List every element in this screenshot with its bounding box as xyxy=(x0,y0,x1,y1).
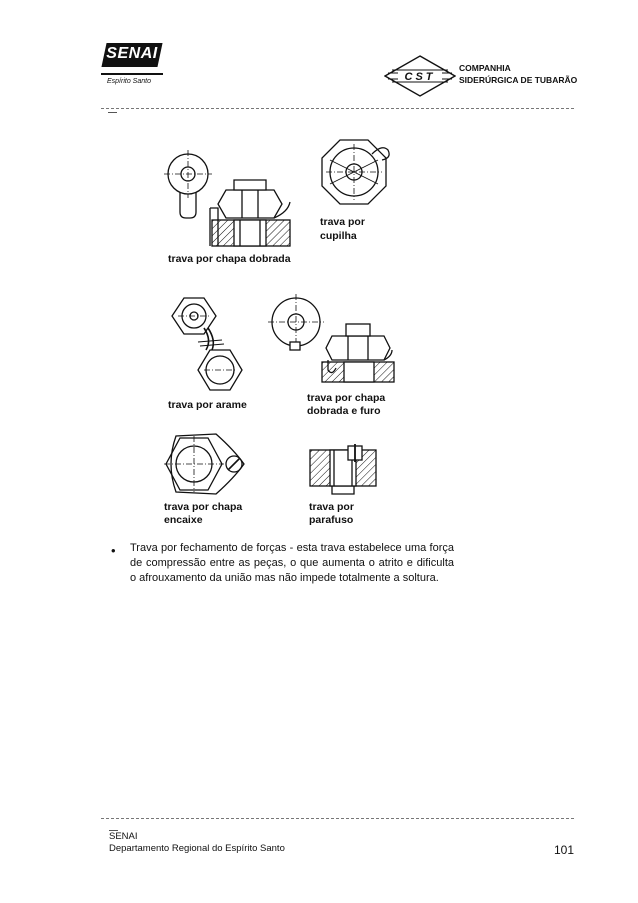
senai-logo xyxy=(104,43,160,67)
caption-cupilha-line-1: trava por xyxy=(320,216,365,228)
cst-logo-mark xyxy=(384,55,456,97)
cst-logo-letters: CST xyxy=(404,71,436,83)
header-tick-mark xyxy=(108,112,117,113)
page-number: 101 xyxy=(554,843,575,857)
figure-parafuso xyxy=(308,440,378,498)
caption-chapa-dobrada: trava por chapa dobrada xyxy=(168,253,291,265)
caption-parafuso-line-2: parafuso xyxy=(309,514,354,526)
figure-chapa-dobrada xyxy=(150,142,300,250)
caption-chapa-encaixe-line-2: encaixe xyxy=(164,514,203,526)
header-divider xyxy=(101,108,574,109)
senai-logo-subtitle: Espírito Santo xyxy=(107,78,151,85)
caption-cupilha-line-2: cupilha xyxy=(320,230,357,242)
caption-parafuso-line-1: trava por xyxy=(309,501,354,513)
caption-chapa-dobrada-furo-line-1: trava por chapa xyxy=(307,392,386,404)
footer-divider xyxy=(101,818,574,819)
caption-chapa-encaixe-line-1: trava por chapa xyxy=(164,501,243,513)
bullet-marker: • xyxy=(111,543,116,558)
caption-chapa-dobrada-furo-line-2: dobrada e furo xyxy=(307,405,381,417)
footer-department: Departamento Regional do Espírito Santo xyxy=(109,843,285,854)
senai-logo-text: SENAI xyxy=(106,45,158,62)
senai-logo-underline xyxy=(101,73,163,75)
cst-company-line-2: SIDERÚRGICA DE TUBARÃO xyxy=(459,75,578,85)
bullet-paragraph: Trava por fechamento de forças - esta trava estabelece uma força de compressão entre as peças, o que aumenta o atrito e dificulta o afrouxamento da união mas não impede totalmente a soltura. xyxy=(130,542,454,584)
figure-arame xyxy=(162,292,252,396)
figure-cupilha xyxy=(312,136,396,214)
footer-organization: SENAI xyxy=(109,831,138,842)
figure-chapa-encaixe xyxy=(158,428,250,500)
caption-arame: trava por arame xyxy=(168,399,247,411)
cst-company-line-1: COMPANHIA xyxy=(459,63,511,73)
figure-chapa-dobrada-furo xyxy=(266,292,396,384)
